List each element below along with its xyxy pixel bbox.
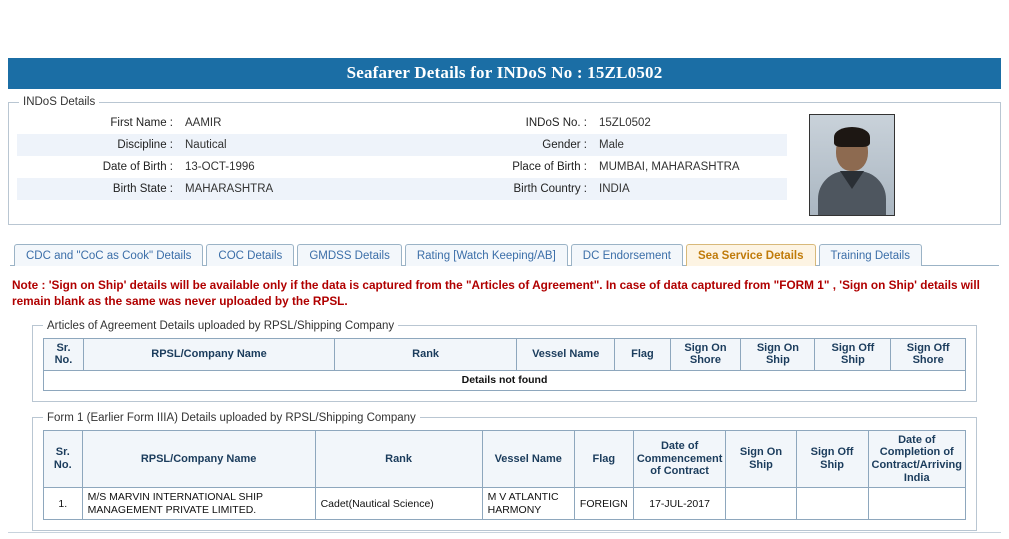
tab-sea-service-details[interactable]: Sea Service Details xyxy=(686,244,816,266)
note-body: 'Sign on Ship' details will be available only if the data is captured from the "Articles of Agreement". In case of data captured from "FORM 1" , 'Sign on Ship' details will remain blank as the same was never uploaded by the RPSL. xyxy=(12,278,980,308)
col-flag: Flag xyxy=(574,430,633,488)
col-sr-no: Sr. No. xyxy=(44,430,83,488)
col-company-name: RPSL/Company Name xyxy=(83,338,334,370)
first-name-label: First Name : xyxy=(110,117,173,129)
col-company-name: RPSL/Company Name xyxy=(82,430,315,488)
cell-flag: FOREIGN xyxy=(574,488,633,520)
col-flag: Flag xyxy=(615,338,670,370)
cell-vessel-name: M V ATLANTIC HARMONY xyxy=(482,488,574,520)
gender-label: Gender : xyxy=(421,134,593,156)
col-sign-off-ship: Sign Off Ship xyxy=(815,338,891,370)
col-sign-on-ship: Sign On Ship xyxy=(726,430,796,488)
cell-date-completion xyxy=(868,488,966,520)
col-vessel-name: Vessel Name xyxy=(517,338,615,370)
col-rank: Rank xyxy=(335,338,517,370)
indos-details-table xyxy=(17,112,787,200)
birth-country-label: Birth Country : xyxy=(421,178,593,200)
place-of-birth-label: Place of Birth : xyxy=(512,161,587,173)
articles-of-agreement-legend: Articles of Agreement Details uploaded by RPSL/Shipping Company xyxy=(47,319,395,332)
form1-legend: Form 1 (Earlier Form IIIA) Details uploaded by RPSL/Shipping Company xyxy=(47,411,416,424)
table-empty-row xyxy=(44,371,966,391)
tab-training-details[interactable]: Training Details xyxy=(819,244,922,266)
avatar xyxy=(809,114,895,216)
col-sign-on-shore: Sign On Shore xyxy=(670,338,741,370)
footer-divider xyxy=(8,532,1001,533)
first-name-value: AAMIR xyxy=(185,117,222,129)
col-sign-off-ship: Sign Off Ship xyxy=(796,430,868,488)
birth-country-value: INDIA xyxy=(593,178,787,200)
top-blank-area xyxy=(0,0,1009,58)
cell-sign-on-ship xyxy=(726,488,796,520)
col-vessel-name: Vessel Name xyxy=(482,430,574,488)
indos-no-value: 15ZL0502 xyxy=(599,117,651,129)
tab-cdc-coc-as-cook[interactable]: CDC and "CoC as Cook" Details xyxy=(14,244,203,266)
cell-sign-off-ship xyxy=(796,488,868,520)
cell-company-name: M/S MARVIN INTERNATIONAL SHIP MANAGEMENT PRIVATE LIMITED. xyxy=(82,488,315,520)
indos-details-panel xyxy=(8,96,1001,225)
photo-hair xyxy=(834,127,870,147)
articles-of-agreement-table xyxy=(43,338,966,391)
tab-bar xyxy=(10,239,999,266)
gender-value: Male xyxy=(593,134,787,156)
col-sign-on-ship: Sign On Ship xyxy=(741,338,815,370)
indos-details-legend: INDoS Details xyxy=(23,96,96,108)
table-header-row xyxy=(44,338,966,370)
discipline-label: Discipline : xyxy=(17,134,179,156)
articles-of-agreement-panel xyxy=(32,320,977,402)
note-text xyxy=(12,278,997,310)
place-of-birth-value: MUMBAI, MAHARASHTRA xyxy=(599,161,740,173)
table-row xyxy=(44,488,966,520)
discipline-value: Nautical xyxy=(179,134,421,156)
col-sr-no: Sr. No. xyxy=(44,338,84,370)
cell-date-commencement: 17-JUL-2017 xyxy=(633,488,726,520)
tab-dc-endorsement[interactable]: DC Endorsement xyxy=(571,244,683,266)
col-date-completion: Date of Completion of Contract/Arriving India xyxy=(868,430,966,488)
page-title: Seafarer Details for INDoS No : 15ZL0502 xyxy=(8,58,1001,89)
birth-state-label: Birth State : xyxy=(17,178,179,200)
tab-rating-watch-keeping[interactable]: Rating [Watch Keeping/AB] xyxy=(405,244,568,266)
dob-value: 13-OCT-1996 xyxy=(185,161,255,173)
birth-state-value: MAHARASHTRA xyxy=(179,178,421,200)
form1-table xyxy=(43,430,966,521)
indos-no-label: INDoS No. : xyxy=(525,117,587,129)
dob-label: Date of Birth : xyxy=(102,161,173,173)
empty-message: Details not found xyxy=(44,371,966,391)
cell-sr-no: 1. xyxy=(44,488,83,520)
tab-coc-details[interactable]: COC Details xyxy=(206,244,294,266)
tab-gmdss-details[interactable]: GMDSS Details xyxy=(297,244,402,266)
col-rank: Rank xyxy=(315,430,482,488)
form1-panel xyxy=(32,412,977,532)
note-prefix: Note : xyxy=(12,278,46,292)
table-header-row xyxy=(44,430,966,488)
col-date-commencement: Date of Commencement of Contract xyxy=(633,430,726,488)
col-sign-off-shore: Sign Off Shore xyxy=(891,338,966,370)
cell-rank: Cadet(Nautical Science) xyxy=(315,488,482,520)
